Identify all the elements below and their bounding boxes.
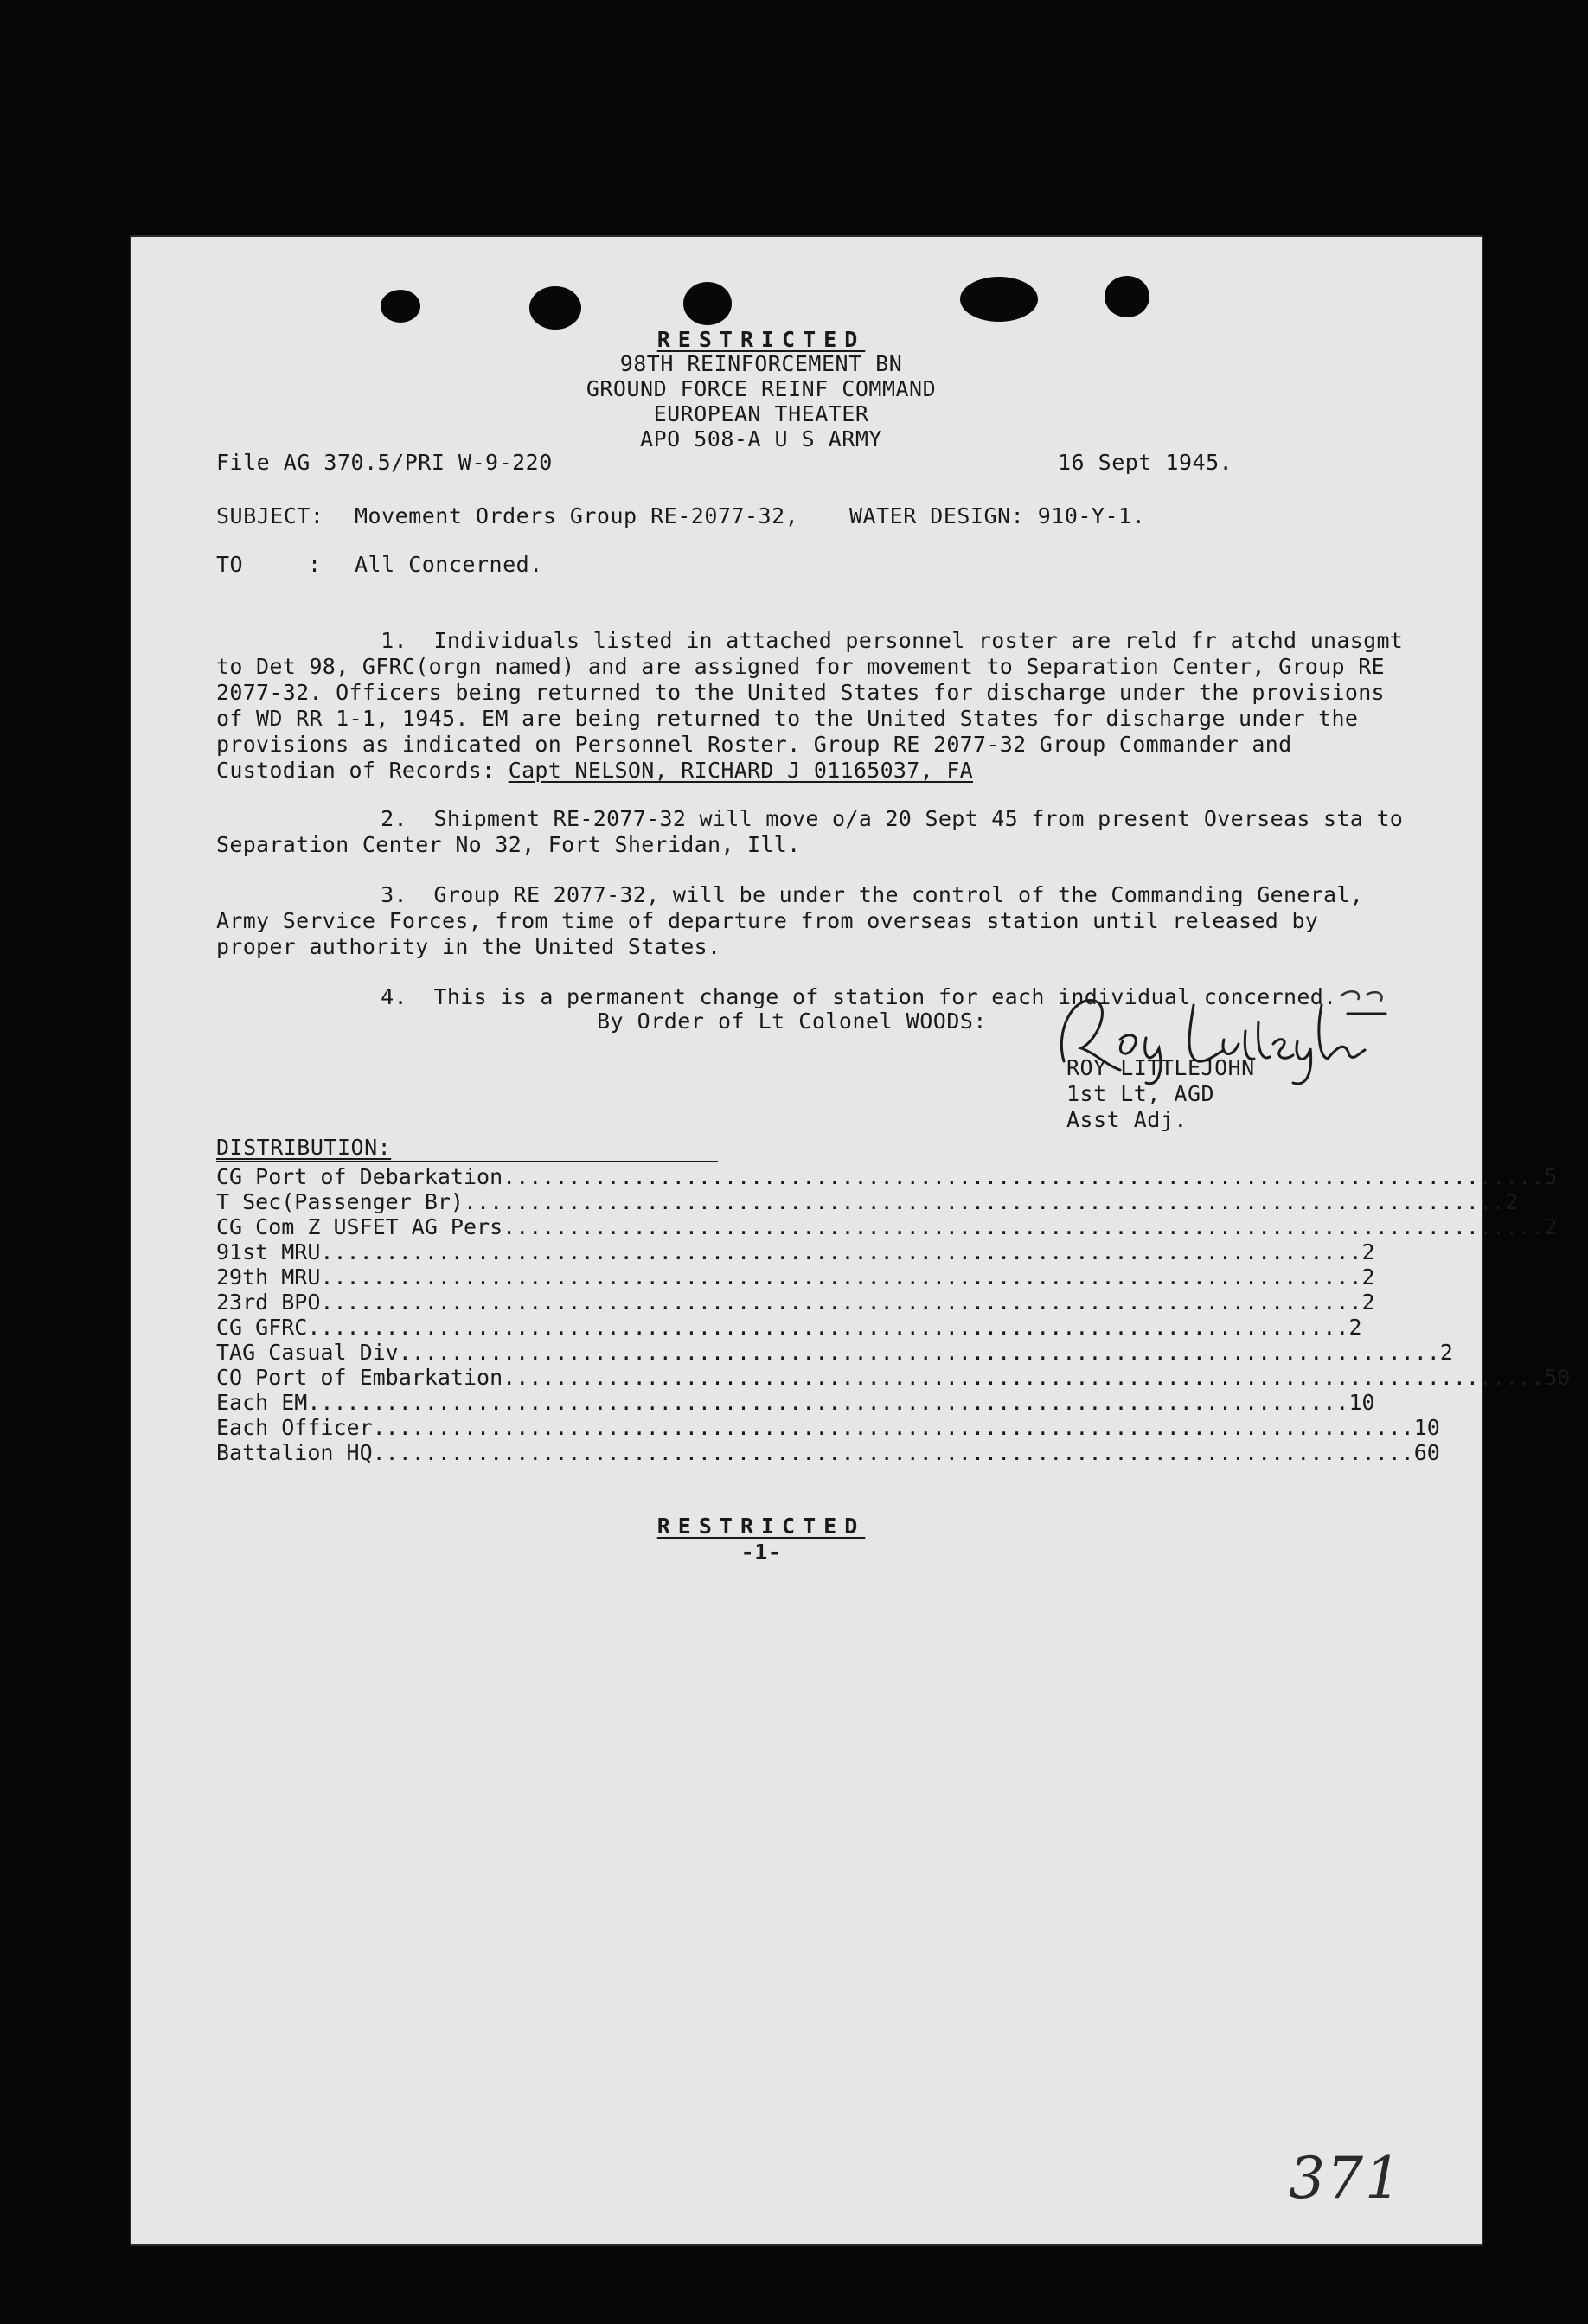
by-order-line: By Order of Lt Colonel WOODS:: [597, 1008, 987, 1034]
distribution-recipient: CO Port of Embarkation: [216, 1365, 503, 1390]
distribution-count: 2: [1544, 1214, 1558, 1239]
distribution-row: [216, 1264, 1375, 1290]
distribution-count: 5: [1544, 1164, 1558, 1189]
leader-dots: ................................................................................: [503, 1214, 1545, 1239]
page-number: -1-: [740, 1540, 782, 1565]
distribution-recipient: CG GFRC: [216, 1315, 308, 1340]
leader-dots: ................................................................................: [398, 1340, 1440, 1365]
distribution-count: 50: [1544, 1365, 1571, 1390]
distribution-count: 2: [1361, 1239, 1375, 1264]
leader-dots: ................................................................................: [372, 1415, 1414, 1440]
distribution-recipient: 23rd BPO: [216, 1290, 321, 1315]
distribution-count: 60: [1413, 1440, 1440, 1465]
distribution-row: [216, 1239, 1375, 1264]
paragraph-text: This is a permanent change of station for each individual concerned.: [433, 984, 1337, 1009]
subject-text: Movement Orders Group RE-2077-32,: [355, 503, 799, 528]
document-date: 16 Sept 1945.: [1058, 450, 1233, 475]
leader-dots: ................................................................................: [307, 1315, 1349, 1340]
distribution-row: [216, 1189, 1519, 1214]
signatory-title: Asst Adj.: [1066, 1107, 1188, 1132]
distribution-recipient: TAG Casual Div: [216, 1340, 399, 1365]
distribution-count: 2: [1505, 1189, 1519, 1214]
distribution-count: 2: [1439, 1340, 1453, 1365]
distribution-count: 10: [1413, 1415, 1440, 1440]
distribution-recipient: 91st MRU: [216, 1239, 321, 1264]
paragraph-text: Shipment RE-2077-32 will move o/a 20 Sept 45 from present Overseas sta to Separation Center No 32, Fort Sheridan, Ill.: [216, 806, 1417, 857]
distribution-recipient: Each EM: [216, 1390, 308, 1415]
leader-dots: ................................................................................: [320, 1290, 1362, 1315]
file-reference: File AG 370.5/PRI W-9-220: [216, 450, 553, 475]
distribution-row: [216, 1290, 1375, 1315]
distribution-recipient: CG Com Z USFET AG Pers: [216, 1214, 503, 1239]
to-label: TO: [216, 552, 244, 577]
unit-line-3: EUROPEAN THEATER: [653, 401, 869, 426]
water-design: WATER DESIGN: 910-Y-1.: [849, 503, 1146, 528]
signatory-rank: 1st Lt, AGD: [1066, 1081, 1215, 1106]
distribution-recipient: 29th MRU: [216, 1264, 321, 1290]
document-page: [130, 235, 1571, 2246]
distribution-list: [216, 1161, 1571, 1465]
subject-label: SUBJECT:: [216, 503, 324, 528]
punch-hole: [529, 286, 581, 330]
classification-footer: RESTRICTED: [656, 1514, 866, 1539]
distribution-row: [216, 1164, 1558, 1189]
distribution-recipient: CG Port of Debarkation: [216, 1164, 503, 1189]
leader-dots: ................................................................................: [463, 1189, 1506, 1214]
paragraph-1: [216, 602, 1417, 810]
distribution-row: [216, 1365, 1571, 1390]
punch-hole: [1105, 276, 1149, 317]
distribution-row: [216, 1315, 1362, 1340]
unit-line-4: APO 508-A U S ARMY: [640, 426, 882, 451]
punch-hole: [960, 277, 1038, 322]
distribution-row: [216, 1340, 1453, 1365]
distribution-count: 2: [1361, 1290, 1375, 1315]
distribution-row: [216, 1214, 1558, 1239]
leader-dots: ................................................................................: [372, 1440, 1414, 1465]
signatory-name: ROY LITTLEJOHN: [1066, 1055, 1255, 1080]
distribution-row: [216, 1390, 1375, 1415]
paragraph-number: 2.: [381, 806, 407, 831]
distribution-recipient: Battalion HQ: [216, 1440, 373, 1465]
distribution-heading: DISTRIBUTION:: [216, 1135, 392, 1160]
punch-hole: [381, 290, 420, 323]
unit-line-2: GROUND FORCE REINF COMMAND: [586, 376, 937, 401]
classification-header: RESTRICTED: [656, 327, 866, 352]
distribution-row: [216, 1415, 1440, 1440]
unit-line-1: 98TH REINFORCEMENT BN: [619, 351, 903, 376]
handwritten-page-number: 371: [1289, 2145, 1403, 2212]
leader-dots: ................................................................................: [320, 1264, 1362, 1290]
distribution-count: 10: [1348, 1390, 1375, 1415]
leader-dots: ................................................................................: [320, 1239, 1362, 1264]
paragraph-number: 4.: [381, 984, 407, 1009]
leader-dots: ................................................................................: [307, 1390, 1349, 1415]
distribution-recipient: T Sec(Passenger Br): [216, 1189, 464, 1214]
to-text: All Concerned.: [355, 552, 543, 577]
paragraph-number: 1.: [381, 628, 407, 653]
leader-dots: ................................................................................: [503, 1365, 1545, 1390]
paragraph-number: 3.: [381, 882, 407, 907]
paragraph-text: Individuals listed in attached personnel roster are reld fr atchd unasgmt to Det 98, GFRC(orgn named) and are assigned for movement to Separation Center, Group RE 2077-32. Officers being returned to the United States for discharge under the provisions of WD RR 1-1, 1945. EM are being returned to the United States for discharge under the provisions as indicated on Personnel Roster. Group RE 2077-32 Group Commander and Custodian of Records:: [216, 628, 1417, 783]
distribution-count: 2: [1361, 1264, 1375, 1290]
punch-hole: [683, 282, 732, 325]
distribution-count: 2: [1348, 1315, 1362, 1340]
leader-dots: ................................................................................: [503, 1164, 1545, 1189]
distribution-row: [216, 1440, 1440, 1465]
paragraph-text: Group RE 2077-32, will be under the control of the Commanding General, Army Service Forces, from time of departure from overseas station until released by proper authority in the United States.: [216, 882, 1377, 959]
distribution-recipient: Each Officer: [216, 1415, 373, 1440]
to-separator: :: [308, 552, 322, 577]
custodian-name: Capt NELSON, RICHARD J 01165037, FA: [508, 758, 974, 783]
